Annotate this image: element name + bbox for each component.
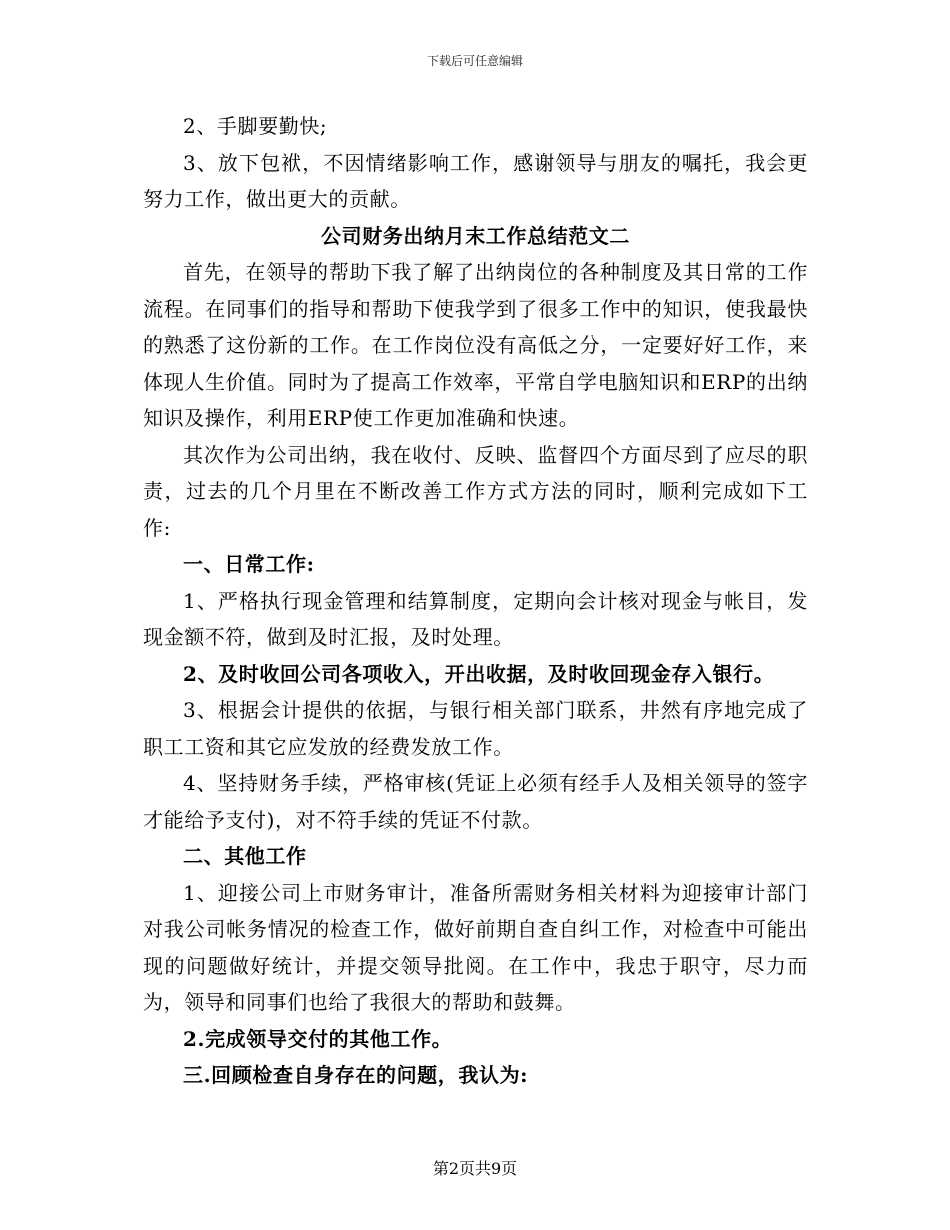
page-footer: 第2页共9页 xyxy=(432,1159,518,1178)
paragraph-item-3: 3、放下包袱，不因情绪影响工作，感谢领导与朋友的嘱托，我会更努力工作，做出更大的贡献。 xyxy=(143,150,808,211)
paragraph-daily-4: 4、坚持财务手续，严格审核(凭证上必须有经手人及相关领导的签字才能给予支付)，对不符手续的凭证不付款。 xyxy=(143,771,808,832)
paragraph-other-2: 2.完成领导交付的其他工作。 xyxy=(183,1026,453,1051)
paragraph-other-1: 1、迎接公司上市财务审计，准备所需财务相关材料为迎接审计部门对我公司帐务情况的检查工作，做好前期自查自纠工作，对检查中可能出现的问题做好统计，并提交领导批阅。在工作中，我忠于职守，尽力而为，领导和同事们也给了我很大的帮助和鼓舞。 xyxy=(143,880,808,1014)
heading-review: 三.回顾检查自身存在的问题，我认为: xyxy=(183,1063,529,1087)
heading-other-work: 二、其他工作 xyxy=(183,844,307,868)
paragraph-daily-2: 2、及时收回公司各项收入，开出收据，及时收回现金存入银行。 xyxy=(183,661,775,686)
paragraph-daily-3: 3、根据会计提供的依据，与银行相关部门联系，井然有序地完成了职工工资和其它应发放的经费发放工作。 xyxy=(143,698,808,759)
paragraph-daily-1: 1、严格执行现金管理和结算制度，定期向会计核对现金与帐目，发现金额不符，做到及时汇报，及时处理。 xyxy=(143,588,808,649)
paragraph-intro: 首先，在领导的帮助下我了解了出纳岗位的各种制度及其日常的工作流程。在同事们的指导和帮助下使我学到了很多工作中的知识，使我最快的熟悉了这份新的工作。在工作岗位没有高低之分，一定要好好工作，来体现人生价值。同时为了提高工作效率，平常自学电脑知识和ERP的出纳知识及操作，利用ERP使工作更加准确和快速。 xyxy=(143,260,808,430)
paragraph-duties: 其次作为公司出纳，我在收付、反映、监督四个方面尽到了应尽的职责，过去的几个月里在不断改善工作方式方法的同时，顺利完成如下工作: xyxy=(143,442,808,540)
section-title: 公司财务出纳月末工作总结范文二 xyxy=(321,223,630,248)
page-header: 下载后可任意编辑 xyxy=(426,54,523,68)
paragraph-item-2: 2、手脚要勤快; xyxy=(183,114,328,138)
heading-daily-work: 一、日常工作: xyxy=(183,552,315,576)
document-body xyxy=(143,108,808,1094)
